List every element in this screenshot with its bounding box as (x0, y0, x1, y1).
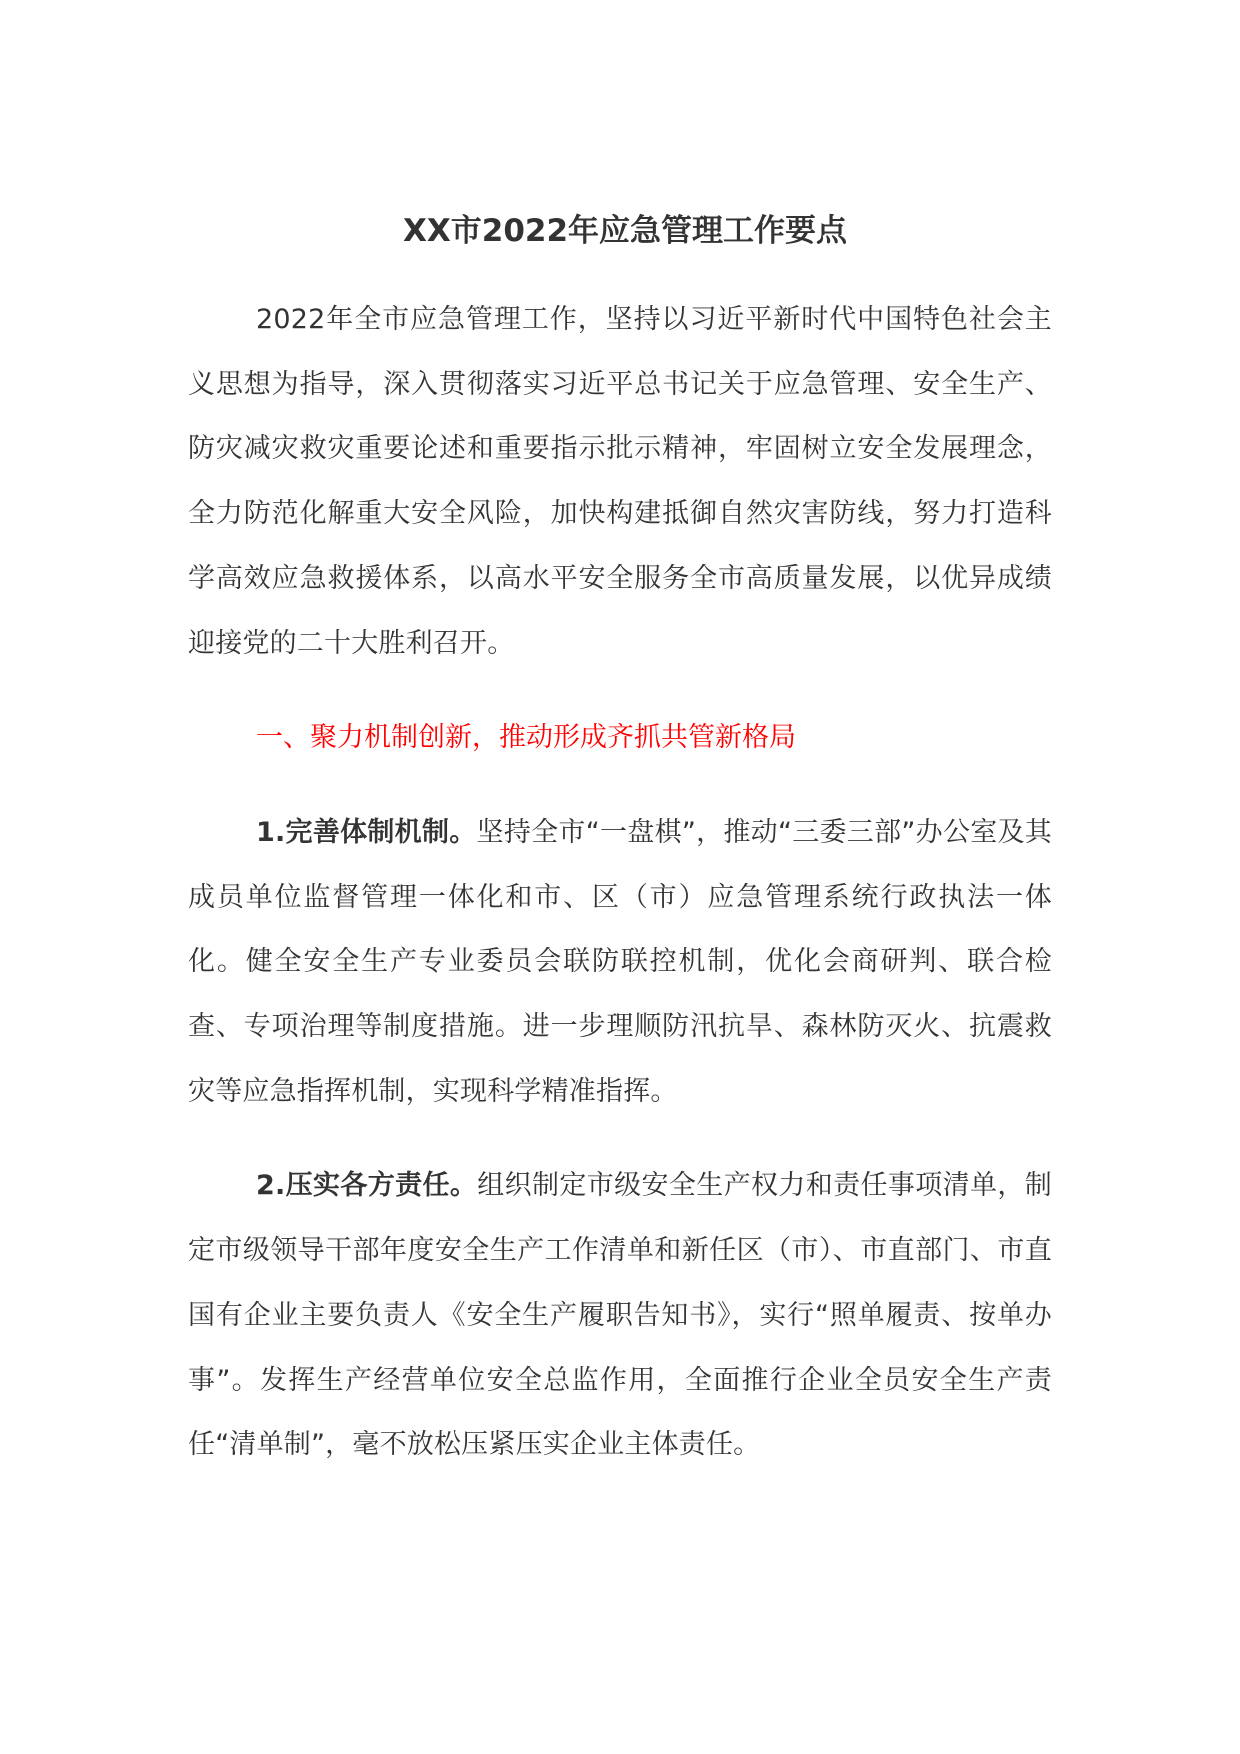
document-page (188, 196, 1052, 1478)
document-title: XX市2022年应急管理工作要点 (402, 213, 848, 249)
item-2-lead: 2.压实各方责任。 (256, 1170, 478, 1202)
item-1-body: 坚持全市“一盘棋”，推动“三委三部”办公室及其成员单位监督管理一体化和市、区（市）应急管理系统行政执法一体化。健全安全生产专业委员会联防联控机制，优化会商研判、联合检查、专项治理等制度措施。进一步理顺防汛抗旱、森林防灭火、抗震救灾等应急指挥机制，实现科学精准指挥。 (188, 816, 1052, 1107)
list-item-2 (188, 1154, 1052, 1478)
section-heading-1: 一、聚力机制创新，推动形成齐抓共管新格局 (256, 722, 796, 754)
list-item-1 (188, 801, 1052, 1125)
item-1-lead: 1.完善体制机制。 (256, 816, 477, 848)
item-2-body: 组织制定市级安全生产权力和责任事项清单，制定市级领导干部年度安全生产工作清单和新任区（市）、市直部门、市直国有企业主要负责人《安全生产履职告知书》，实行“照单履责、按单办事”。发挥生产经营单位安全总监作用，全面推行企业全员安全生产责任“清单制”，毫不放松压紧压实企业主体责任。 (188, 1170, 1053, 1461)
intro-paragraph: 2022年全市应急管理工作，坚持以习近平新时代中国特色社会主义思想为指导，深入贯彻落实习近平总书记关于应急管理、安全生产、防灾减灾救灾重要论述和重要指示批示精神，牢固树立安全发展理念，全力防范化解重大安全风险，加快构建抵御自然灾害防线，努力打造科学高效应急救援体系，以高水平安全服务全市高质量发展，以优异成绩迎接党的二十大胜利召开。 (188, 304, 1052, 659)
